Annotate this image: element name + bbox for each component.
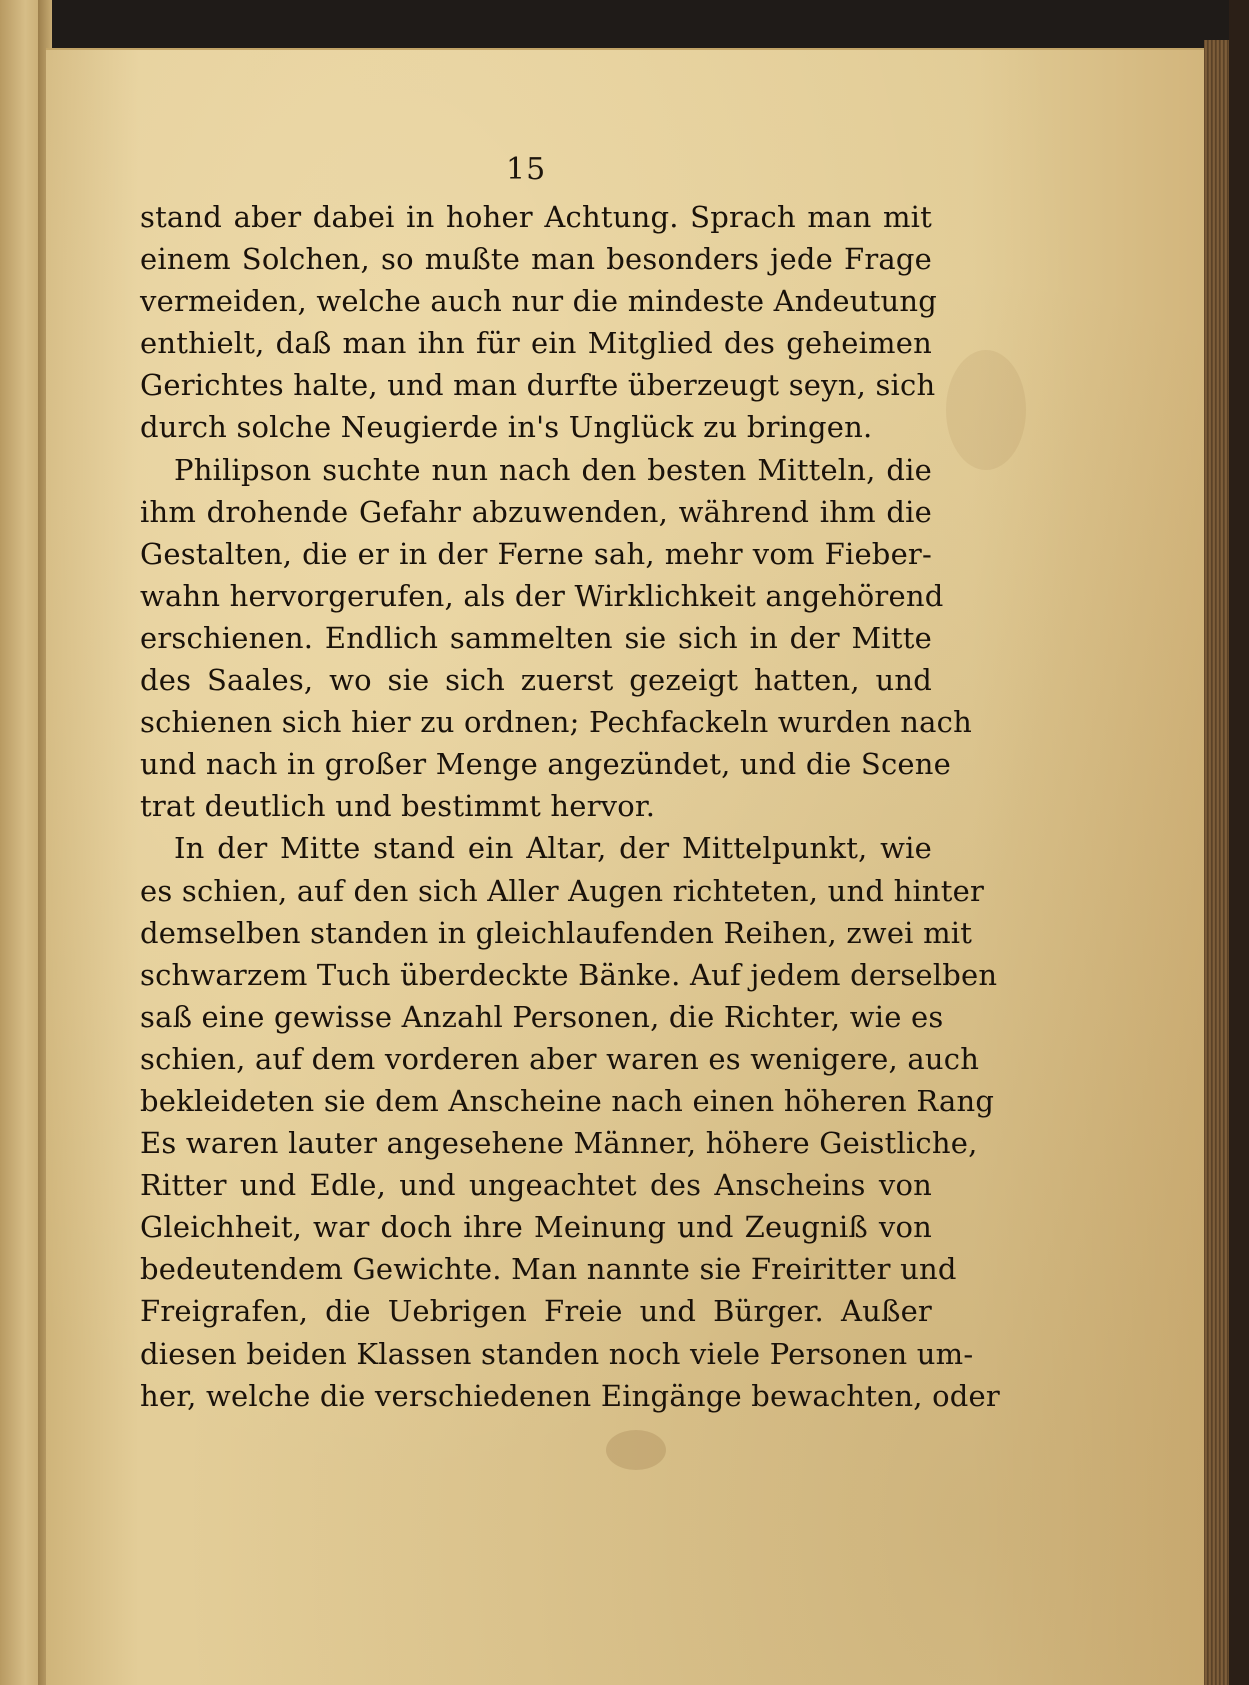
text-line: Philipson suchte nun nach den besten Mitteln, die [174, 452, 932, 487]
text-line: des Saales, wo sie sich zuerst gezeigt hatten, und [140, 663, 932, 698]
paper-stain [946, 350, 1026, 470]
text-line: In der Mitte stand ein Altar, der Mittelpunkt, wie [174, 831, 932, 866]
text-line: Gestalten, die er in der Ferne sah, mehr vom Fieber- [140, 536, 932, 571]
text-line: einem Solchen, so mußte man besonders jede Frage [140, 242, 932, 277]
text-line: stand aber dabei in hoher Achtung. Sprach man mit [140, 200, 932, 234]
text-line: schwarzem Tuch überdeckte Bänke. Auf jedem derselben [140, 957, 998, 992]
text-line: Freigrafen, die Uebrigen Freie und Bürger. Außer [140, 1294, 932, 1329]
text-line: wahn hervorgerufen, als der Wirklichkeit angehörend [140, 578, 944, 613]
text-line: saß eine gewisse Anzahl Personen, die Richter, wie es [140, 999, 944, 1034]
text-line: vermeiden, welche auch nur die mindeste Andeutung [140, 284, 937, 319]
background-edge [1229, 0, 1249, 1685]
body-text [140, 196, 1000, 1417]
text-line: erschienen. Endlich sammelten sie sich in der Mitte [140, 620, 932, 655]
text-line: her, welche die verschiedenen Eingänge bewachten, oder [140, 1378, 1000, 1413]
text-line: bedeutendem Gewichte. Man nannte sie Freiritter und [140, 1252, 957, 1287]
text-line: schienen sich hier zu ordnen; Pechfackeln wurden nach [140, 705, 972, 740]
text-line: enthielt, daß man ihn für ein Mitglied des geheimen [140, 326, 932, 361]
text-line: Es waren lauter angesehene Männer, höhere Geistliche, [140, 1126, 978, 1161]
text-line: es schien, auf den sich Aller Augen richteten, und hinter [140, 873, 985, 908]
text-line: Ritter und Edle, und ungeachtet des Anscheins von [140, 1168, 932, 1203]
page-number: 15 [506, 152, 547, 187]
text-line: trat deutlich und bestimmt hervor. [140, 789, 656, 824]
paper-stain [606, 1430, 666, 1470]
page-stack-edge [1204, 40, 1230, 1685]
text-line: demselben standen in gleichlaufenden Reihen, zwei mit [140, 915, 973, 950]
text-line: und nach in großer Menge angezündet, und die Scene [140, 747, 951, 782]
text-line: bekleideten sie dem Anscheine nach einen höheren Rang [140, 1083, 995, 1118]
text-line: schien, auf dem vorderen aber waren es wenigere, auch [140, 1041, 980, 1076]
text-line: durch solche Neugierde in's Unglück zu bringen. [140, 410, 873, 445]
left-page-edge [0, 0, 42, 1685]
text-line: Gleichheit, war doch ihre Meinung und Zeugniß von [140, 1210, 932, 1245]
text-line: Gerichtes halte, und man durfte überzeugt seyn, sich [140, 368, 936, 403]
text-line: ihm drohende Gefahr abzuwenden, während ihm die [140, 494, 932, 529]
text-line: diesen beiden Klassen standen noch viele Personen um- [140, 1336, 974, 1371]
